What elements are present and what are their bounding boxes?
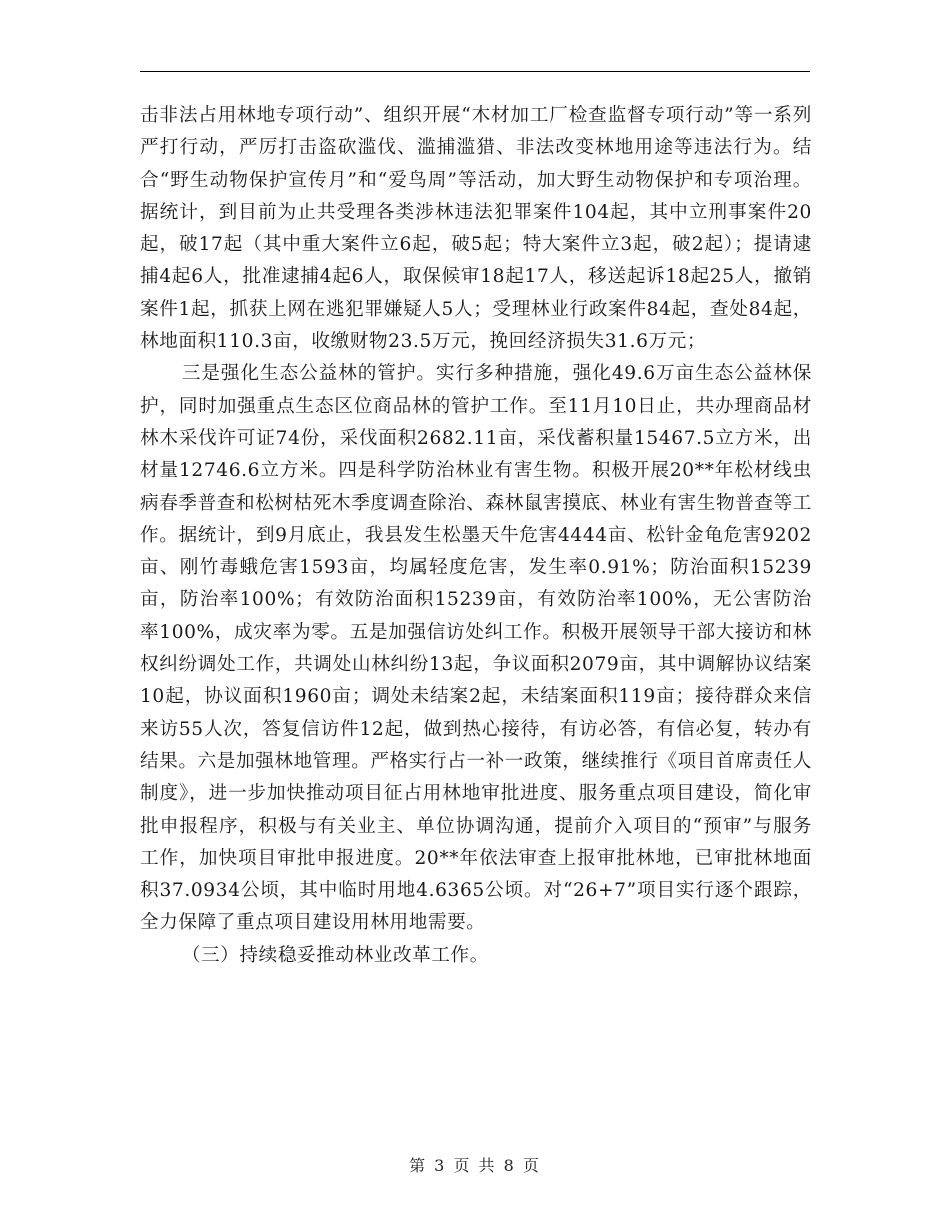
paragraph-2: 三是强化生态公益林的管护。实行多种措施，强化49.6万亩生态公益林保护，同时加强重点生态区位商品林的管护工作。至11月10日止，共办理商品材林木采伐许可证74份，采伐面积2682.11亩，采伐蓄积量15467.5立方米，出材量12746.6立方米。四是科学防治林业有害生物。积极开展20**年松材线虫病春季普查和松树枯死木季度调查除治、森林鼠害摸底、林业有害生物普查等工作。据统计，到9月底止，我县发生松墨天牛危害4444亩、松针金龟危害9202亩、刚竹毒蛾危害1593亩，均属轻度危害，发生率0.91%；防治面积15239亩，防治率100%；有效防治面积15239亩，有效防治率100%，无公害防治率100%，成灾率为零。五是加强信访处纠工作。积极开展领导干部大接访和林权纠纷调处工作，共调处山林纠纷13起，争议面积2079亩，其中调解协议结案10起，协议面积1960亩；调处未结案2起，未结案面积119亩；接待群众来信来访55人次，答复信访件12起，做到热心接待，有访必答，有信必复，转办有结果。六是加强林地管理。严格实行占一补一政策，继续推行《项目首席责任人制度》，进一步加快推动项目征占用林地审批进度、服务重点项目建设，简化审批申报程序，积极与有关业主、单位协调沟通，提前介入项目的“预审”与服务工作，加快项目审批申报进度。20**年依法审查上报审批林地，已审批林地面积37.0934公顷，其中临时用地4.6365公顷。对“26+7”项目实行逐个跟踪，全力保障了重点项目建设用林用地需要。: [140, 363, 812, 934]
paragraph-3: （三）持续稳妥推动林业改革工作。: [181, 944, 489, 966]
page-number-footer: 第 3 页 共 8 页: [409, 1156, 541, 1175]
header-rule: [140, 71, 810, 72]
document-body: [140, 100, 812, 972]
paragraph-1: 击非法占用林地专项行动”、组织开展“木材加工厂检查监督专项行动”等一系列严打行动，严厉打击盗砍滥伐、滥捕滥猎、非法改变林地用途等违法行为。结合“野生动物保护宣传月”和“爱鸟周”等活动，加大野生动物保护和专项治理。据统计，到目前为止共受理各类涉林违法犯罪案件104起，其中立刑事案件20起，破17起（其中重大案件立6起，破5起；特大案件立3起，破2起）；提请逮捕4起6人，批准逮捕4起6人，取保候审18起17人，移送起诉18起25人，撤销案件1起，抓获上网在逃犯罪嫌疑人5人；受理林业行政案件84起，查处84起，林地面积110.3亩，收缴财物23.5万元，挽回经济损失31.6万元；: [140, 105, 812, 353]
